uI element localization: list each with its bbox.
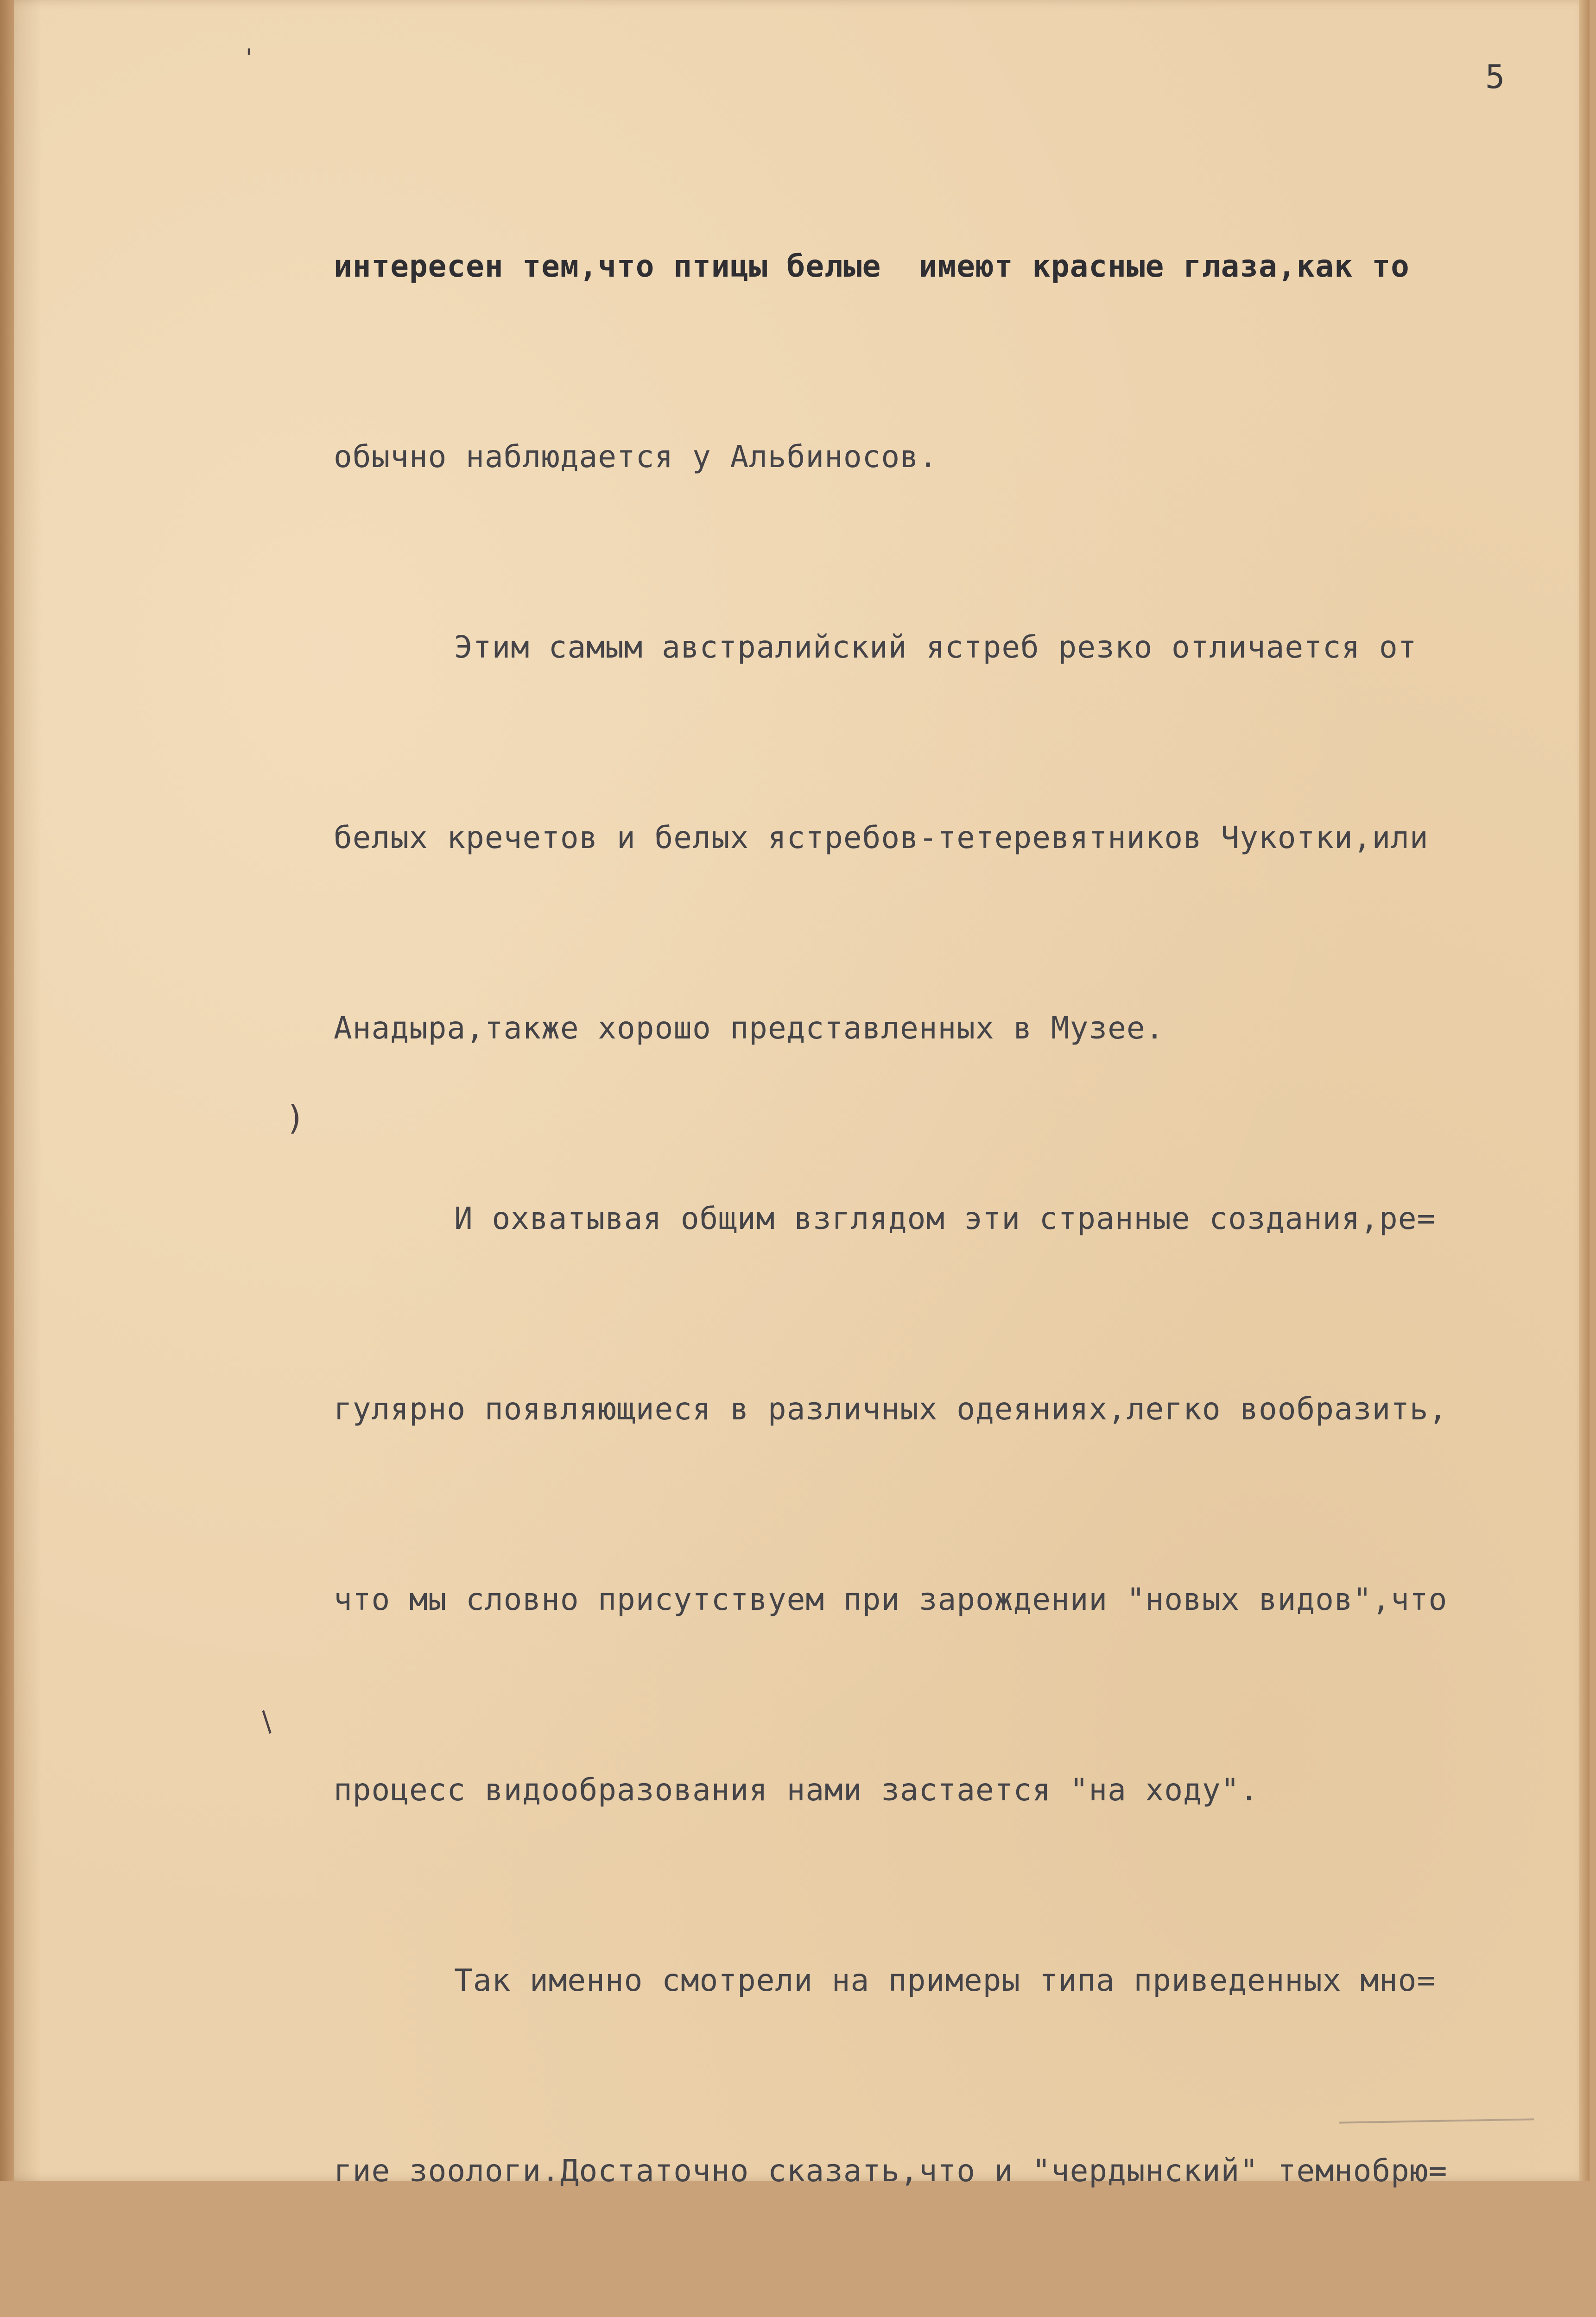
text-line: процесс видообразования нами застается "на ходу".: [334, 1772, 1259, 1808]
text-line: гие зоологи.Достаточно сказать,что и "чердынский" темнобрю=: [334, 2153, 1448, 2189]
text-line: гулярно появляющиеся в различных одеяниях,легко вообразить,: [334, 1391, 1448, 1427]
margin-tick-mark: ': [246, 44, 252, 71]
page-edge: [1579, 0, 1590, 2181]
margin-slash-mark: /: [253, 1705, 280, 1738]
text-line: обычно наблюдается у Альбиносов.: [334, 439, 938, 475]
text-line: Этим самым австралийский ястреб резко отличается от: [454, 629, 1417, 665]
margin-paren-mark: ): [288, 1098, 302, 1137]
text-line: Анадыра,также хорошо представленных в Музее.: [334, 1010, 1165, 1046]
page-number: 5: [1485, 58, 1505, 96]
text-line: что мы словно присутствуем при зарождении "новых видов",что: [334, 1582, 1448, 1617]
text-line: И охватывая общим взглядом эти странные создания,ре=: [454, 1201, 1436, 1236]
typewritten-text: [334, 108, 1548, 2317]
text-line: белых кречетов и белых ястребов-тетеревятников Чукотки,или: [334, 820, 1429, 855]
text-line: интересен тем,что птицы белые имеют красные глаза,как то: [334, 248, 1410, 284]
binding-edge: [0, 0, 14, 2181]
text-line: Так именно смотрели на примеры типа приведенных мно=: [454, 1962, 1436, 1998]
